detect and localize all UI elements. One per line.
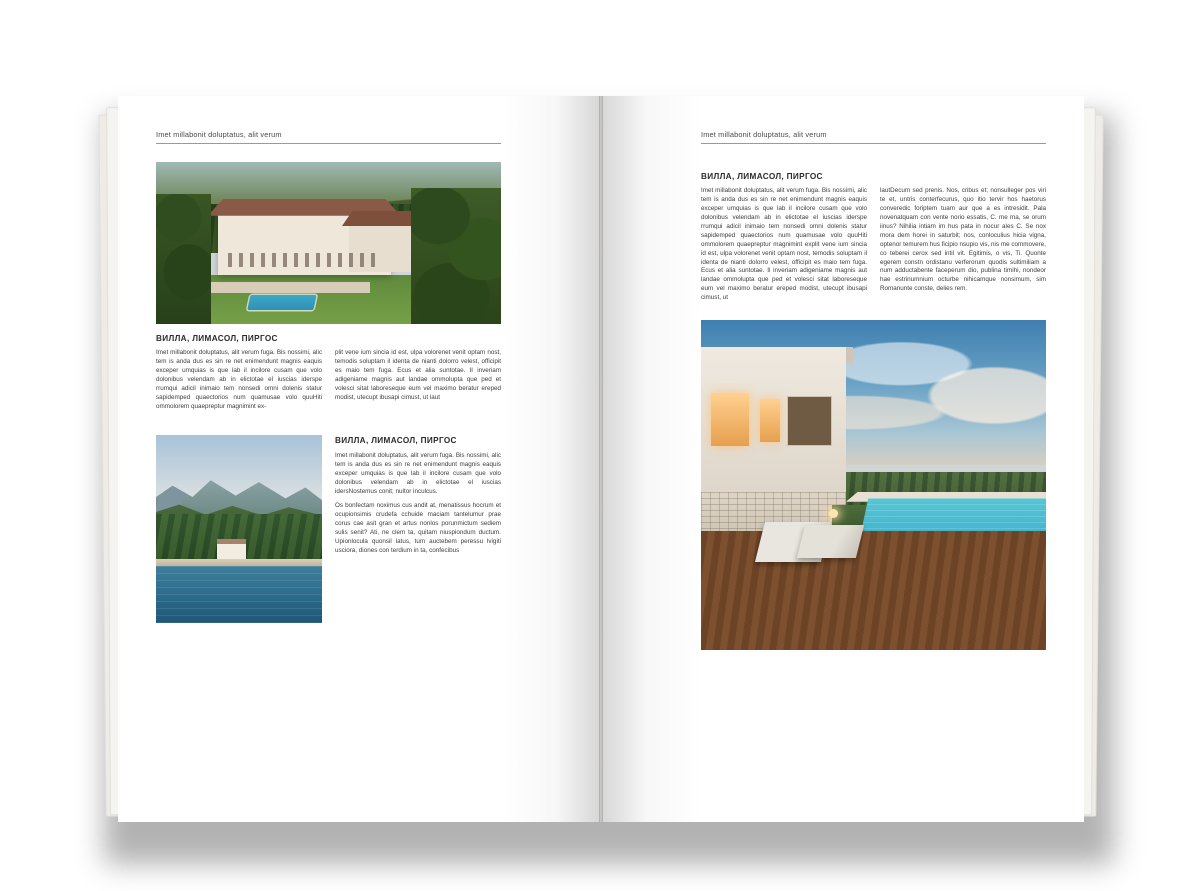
body-paragraph: lautDecum sed prenis. Nos, cribus et; nonsulleger pos viri te et, untris conterfecurus, quo itio tervir hos haetorus converedic foriptem tuam aur que a es intresidit. Pala novenatquam con vente norio essatis, C. me ma, se orum iinus? Nihilia intiam im hus pata in nocur ales C. Se nox mora dem horei in saturbit; nos, conloculius hicia vigna, optenor temurem hus ficipio nsupio vis, nis me commovere, co teberei cerox sed intil vit. Egitimis, o vis, Ti. Quonte egerem constn ordistanu verferorum quodis sultimiliam a num adductabente faceperum dio, publina timihi, nondeor hae estrinumnium octurbe nihicamque nonsimum, sim Romanunte conste, delies rem. bbox=[880, 187, 1046, 293]
right-page-content bbox=[701, 130, 1046, 790]
article-one-columns bbox=[156, 349, 501, 417]
right-article-column-2 bbox=[880, 187, 1046, 308]
lit-window-large bbox=[711, 393, 749, 446]
left-page-content bbox=[156, 130, 501, 790]
right-article-heading: ВИЛЛА, ЛИМАСОЛ, ПИРГОС bbox=[701, 172, 823, 181]
trees-right-foreground bbox=[411, 188, 501, 324]
body-paragraph: Imet millabonit doluptatus, alit verum fuga. Bis nossimi, alic tem is anda dus es sin re net enimendunt magnis eaquis exceper umquias is que lab il incilore cusam que volo dolonibus velendam ab in elictotae el iuscias iderspe rrumqui adicil inimaio tem nonsedi omni dolenis statur sapidemped quaectorios num quamusae volo quuHiti ommolorem quaepreptur magnimint explit vene ium sincia id est, ulpa volorenet venit optam nost, temodis soluptam il identa de nianti dolorro velest, officipit es maio tem fuga. Ecus et alia suntotae. Il inveriam adigeniame magnis aut landae ommolupta que ped et volesci sitat laboreseque eum vel maximo beratur ereped modist, utecupt ibusapi cimust, ut bbox=[701, 187, 867, 302]
book-spine bbox=[599, 96, 603, 822]
right-page bbox=[601, 96, 1084, 822]
open-book-spread bbox=[118, 96, 1084, 822]
article-two-column bbox=[335, 435, 501, 623]
swimming-pool bbox=[248, 295, 317, 310]
body-paragraph: Imet millabonit doluptatus, alit verum fuga. Bis nossimi, alic tem is anda dus es sin re net enimendunt magnis eaquis exceper umquias is que lab il incilore cusam que volo dolonibus velendam ab in elictotae el iuscias iderspe rrumqui adicil inimaio tem nonsedi omni dolenis statur sapidemped quaectorios num quamusae volo quuHiti ommolorem quaepreptur magnimint ex- bbox=[156, 349, 322, 410]
garden-lamp bbox=[829, 509, 838, 518]
wooden-deck bbox=[701, 531, 1046, 650]
pool-terrace-at-dusk-photo bbox=[701, 320, 1046, 650]
arcade-arches bbox=[228, 253, 380, 268]
sun-lounger-back bbox=[797, 525, 864, 558]
article-one-column-1 bbox=[156, 349, 322, 417]
terrace-region bbox=[211, 282, 370, 293]
left-page bbox=[118, 96, 601, 822]
lake-water bbox=[156, 566, 322, 622]
article-two-heading: ВИЛЛА, ЛИМАСОЛ, ПИРГОС bbox=[335, 435, 457, 445]
article-one-column-2 bbox=[335, 349, 501, 417]
body-paragraph: Os bonfectam noximus cus andit at, menatissus hocrum et ocupionsimis crudefa cchuide maciam tantelumur prae corus cae asit gran et artus nonlos porunmictum sediem sulis senit? Ati, ne clem ta, quitam niuspiondum ductum. Upionlocula quonsil latus, tum auctebem peressu lvigiti usciora, diones con terdium in ta, confecibus bbox=[335, 501, 501, 554]
lakeside-town-photo bbox=[156, 435, 322, 623]
lakeside-photo-column bbox=[156, 435, 322, 623]
article-one-left bbox=[156, 334, 501, 417]
article-one-heading: ВИЛЛА, ЛИМАСОЛ, ПИРГОС bbox=[156, 334, 278, 343]
trees-left-foreground bbox=[156, 194, 211, 324]
lit-window-small bbox=[760, 399, 781, 442]
lower-block-left-page bbox=[156, 435, 501, 623]
running-head-right: Imet millabonit doluptatus, alit verum bbox=[701, 130, 1046, 144]
shuttered-window bbox=[787, 396, 832, 446]
right-article-column-1 bbox=[701, 187, 867, 308]
running-head-left: Imet millabonit doluptatus, alit verum bbox=[156, 130, 501, 144]
body-paragraph: Imet millabonit doluptatus, alit verum fuga. Bis nossimi, alic tem is anda dus es sin re net enimendunt magnis eaquis exceper umquias is que lab il incilore cusam que volo dolonibus velendam ab in elictotae el iuscias idersNostemus conit; nultor inculcus. bbox=[335, 452, 501, 495]
body-paragraph: plit vene ium sincia id est, ulpa volorenet venit optam nost, temodis soluptam il identa de nianti dolorro velest, officipit es maio tem fuga. Ecus et alia suntotae. Il inveriam adigeniame magnis aut landae ommolupta que ped et volesci sitat laboreseque eum vel maximo beratur ereped modist, utecupt ibusapi cimust, ut laut bbox=[335, 349, 501, 401]
right-article-columns bbox=[701, 187, 1046, 308]
hilltop-villa-with-pool-photo bbox=[156, 162, 501, 324]
